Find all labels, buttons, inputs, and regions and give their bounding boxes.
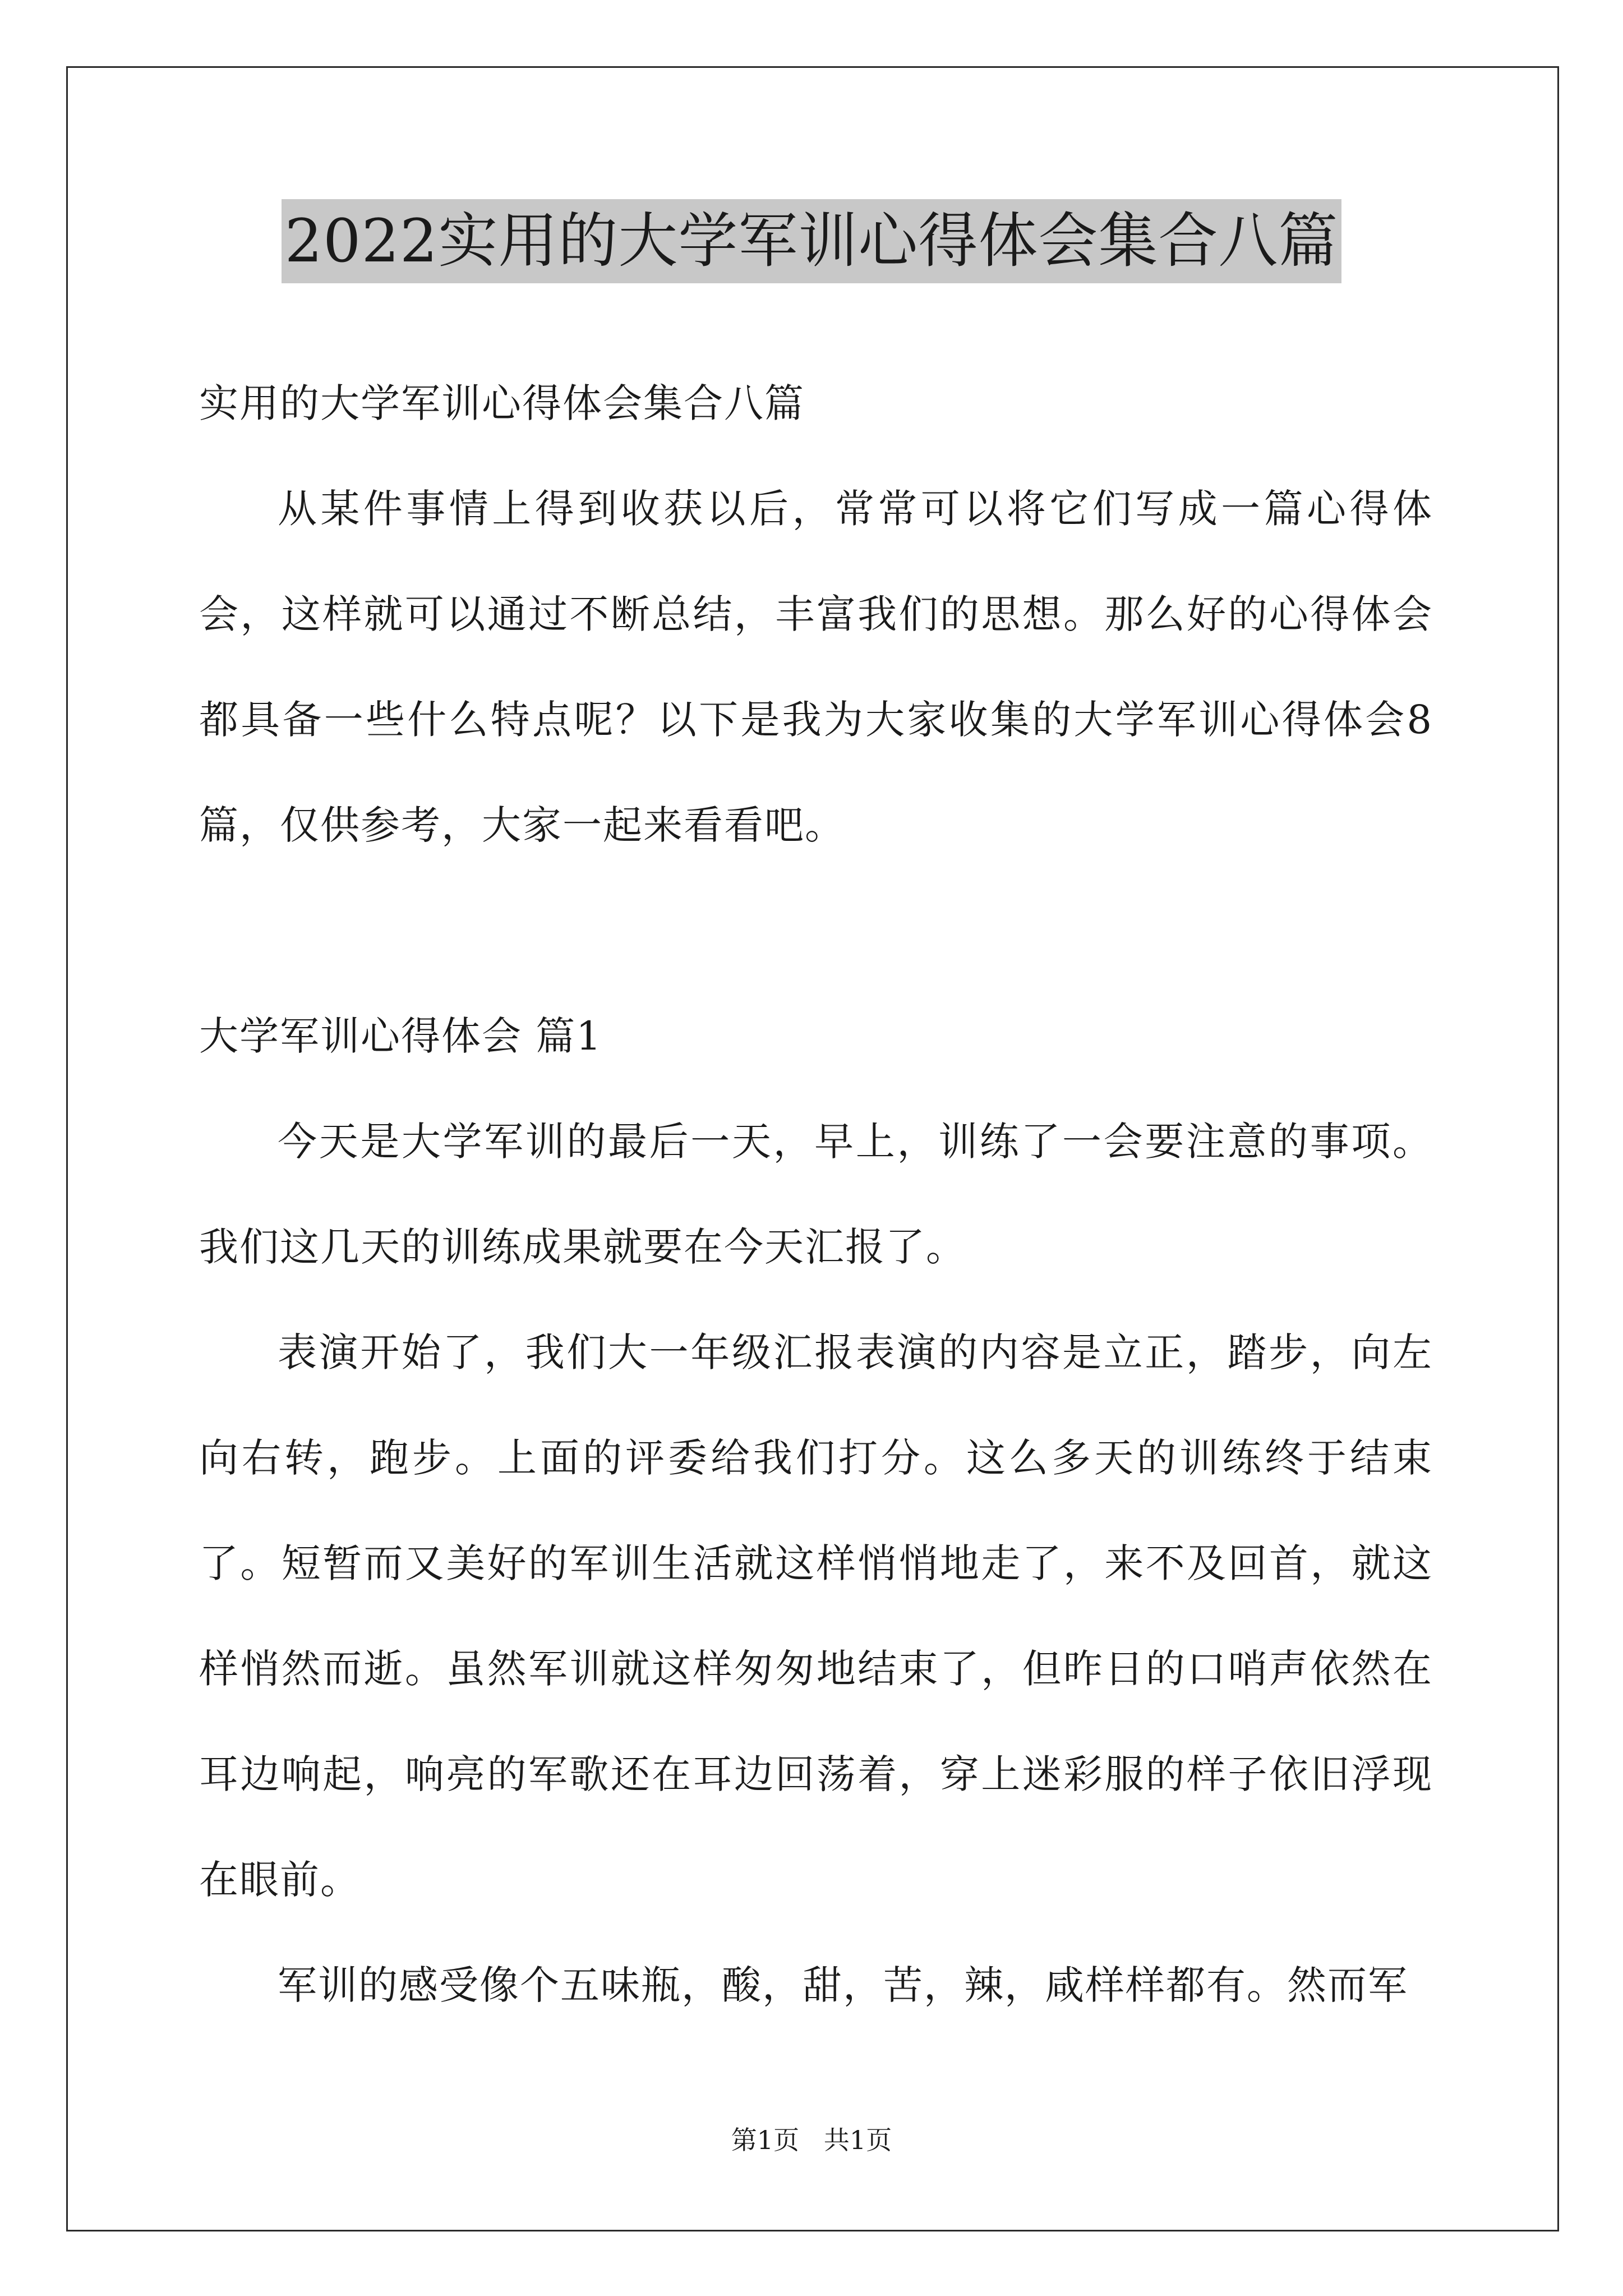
body-paragraph-2: 表演开始了，我们大一年级汇报表演的内容是立正，踏步，向左向右转，跑步。上面的评委给我们打分。这么多天的训练终于结束了。短暂而又美好的军训生活就这样悄悄地走了，来不及回首，就这样悄然而逝。虽然军训就这样匆匆地结束了，但昨日的口哨声依然在耳边响起，响亮的军歌还在耳边回荡着，穿上迷彩服的样子依旧浮现在眼前。 <box>199 1329 1433 1903</box>
body-paragraph-1: 今天是大学军训的最后一天，早上，训练了一会要注意的事项。我们这几天的训练成果就要在今天汇报了。 <box>199 1119 1433 1270</box>
section-spacer <box>199 878 1433 983</box>
document-subtitle: 实用的大学军训心得体会集合八篇 <box>199 380 805 426</box>
page-footer: 第1页 共1页 <box>731 2125 892 2155</box>
intro-paragraph: 从某件事情上得到收获以后，常常可以将它们写成一篇心得体会，这样就可以通过不断总结，丰富我们的思想。那么好的心得体会都具备一些什么特点呢？以下是我为大家收集的大学军训心得体会8篇，仅供参考，大家一起来看看吧。 <box>199 486 1433 848</box>
section-heading: 大学军训心得体会 篇1 <box>199 1013 602 1059</box>
title-container <box>0 199 1623 283</box>
document-body <box>199 351 1433 2038</box>
document-title: 2022实用的大学军训心得体会集合八篇 <box>282 199 1342 283</box>
body-paragraph-3: 军训的感受像个五味瓶，酸，甜，苦，辣，咸样样都有。然而军 <box>278 1962 1408 2008</box>
